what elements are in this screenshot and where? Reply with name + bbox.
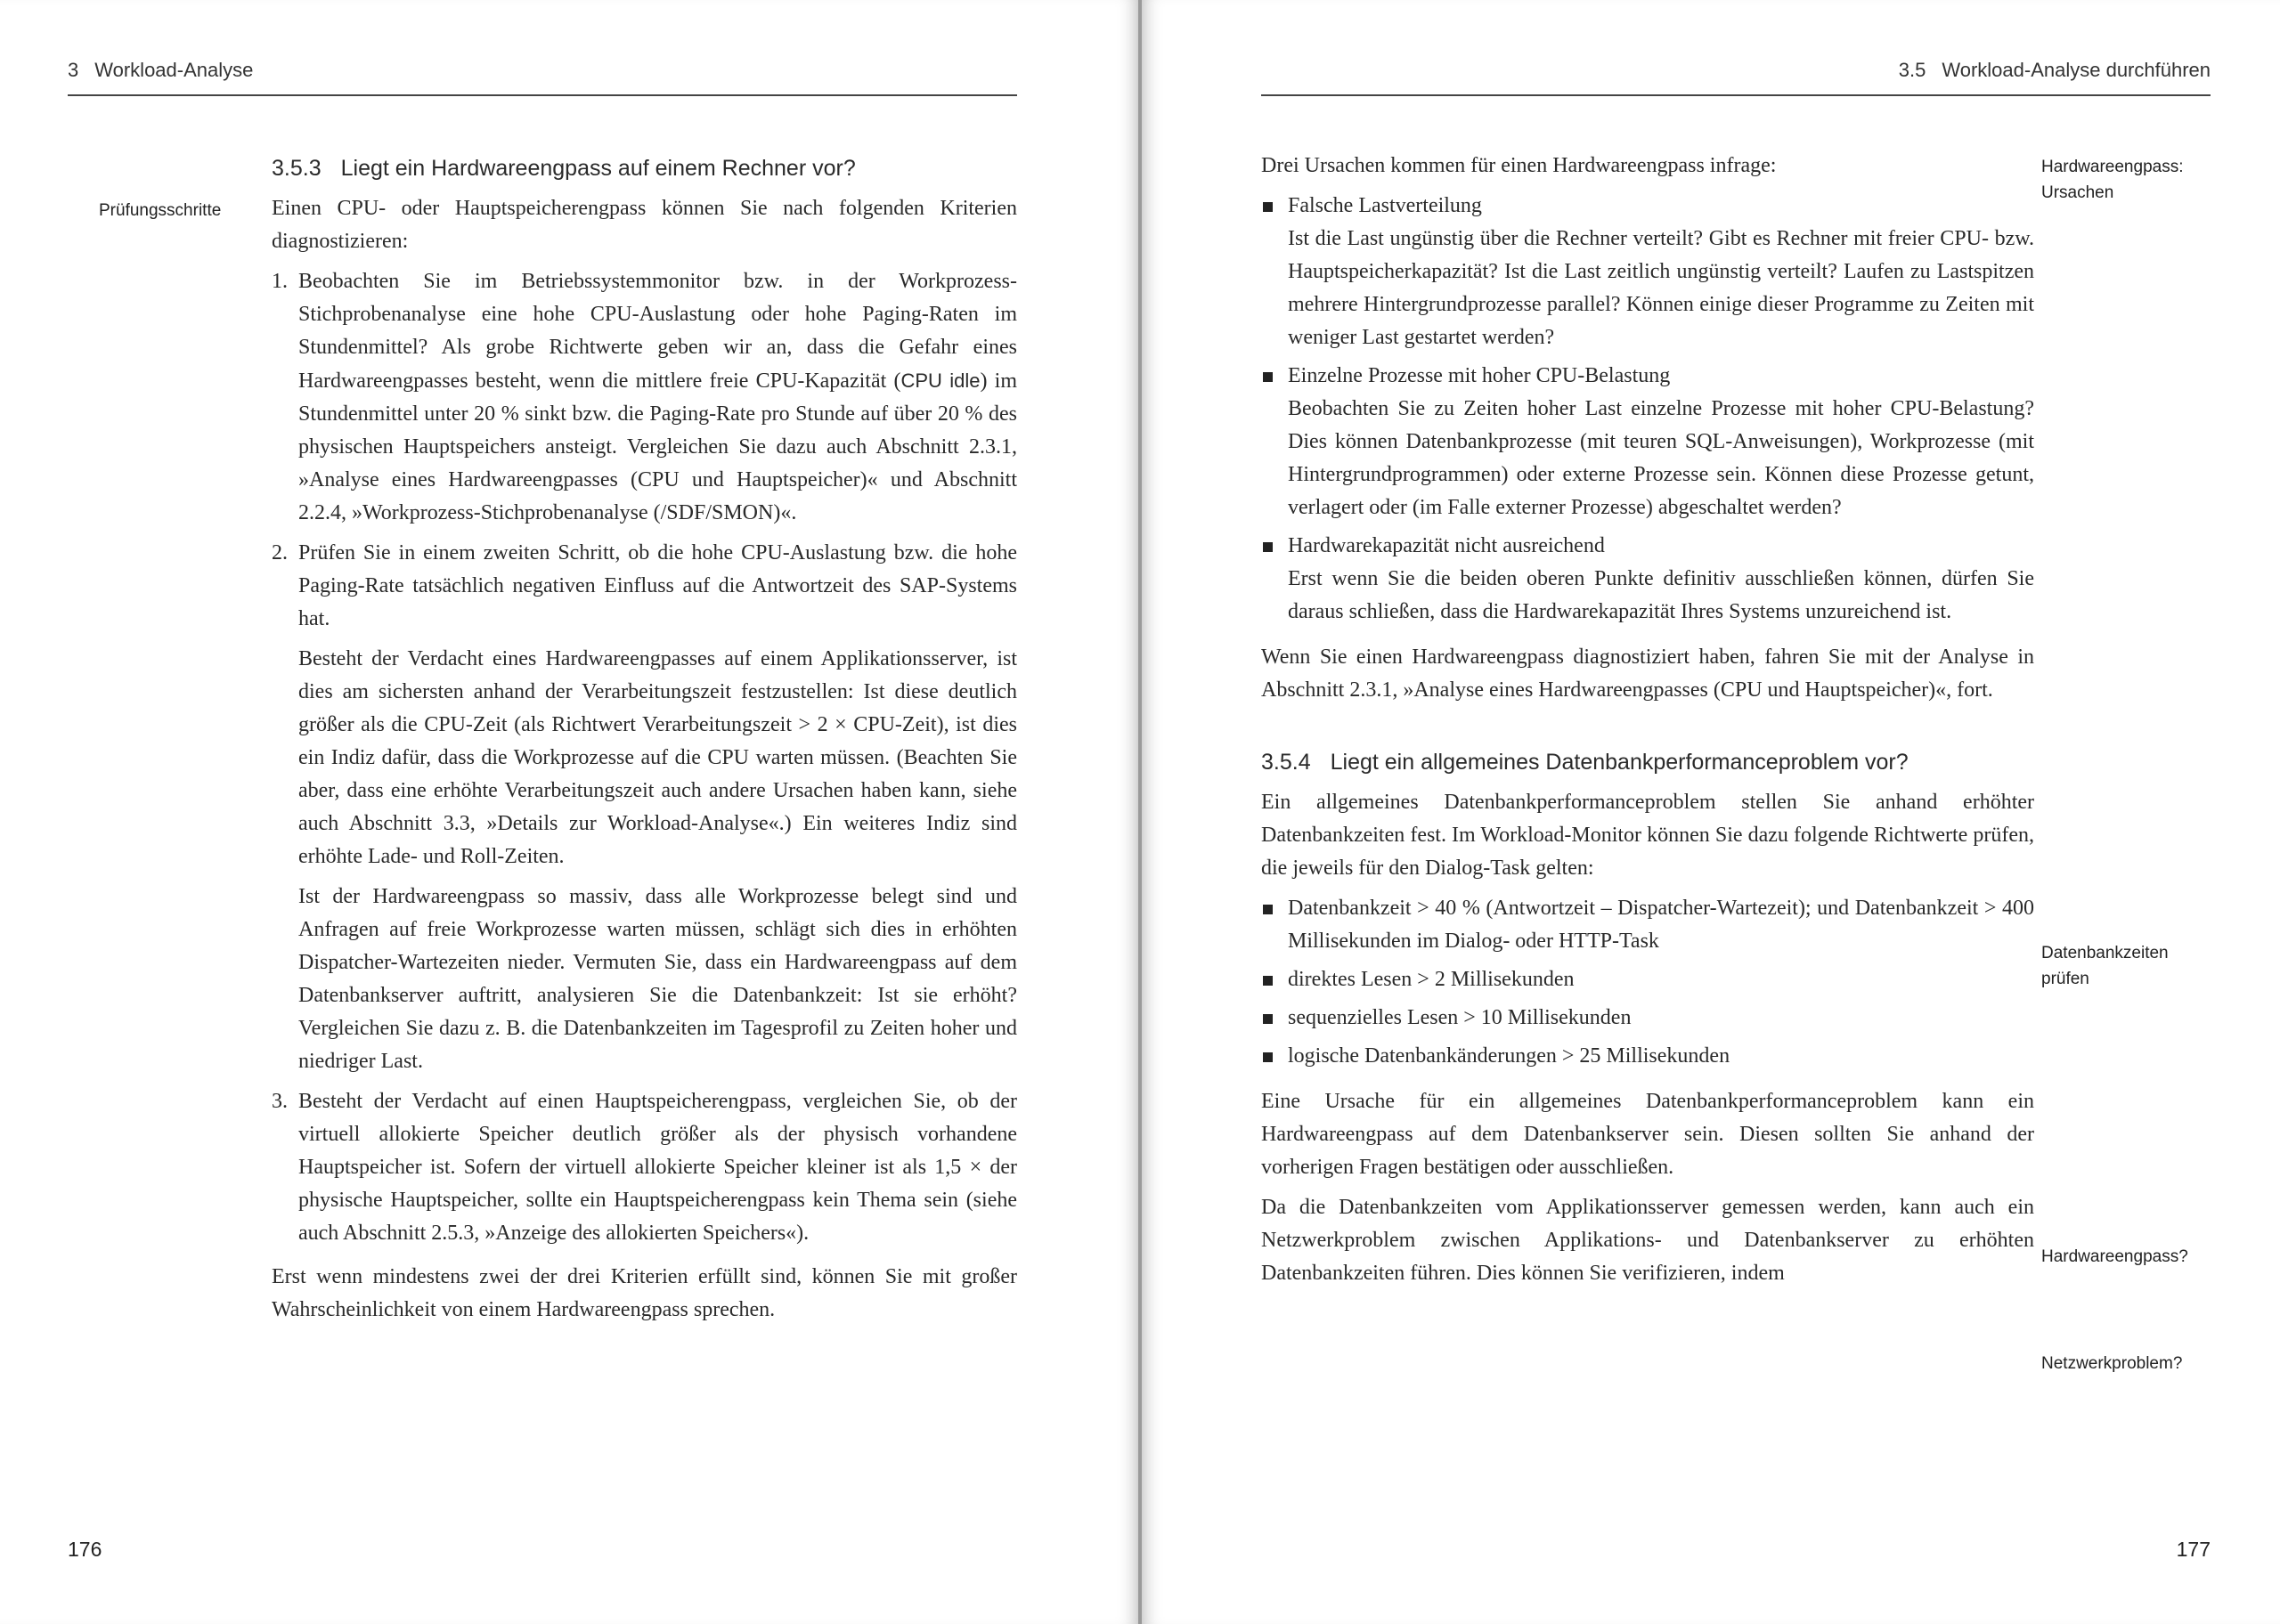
left-body [272, 152, 1017, 1334]
criteria-item: direktes Lesen > 2 Millisekunden [1261, 963, 2034, 996]
code-term: CPU idle [900, 369, 981, 392]
section-number: 3.5 [1898, 59, 1926, 81]
margin-note-ursachen: Hardwareengpass: Ursachen [2041, 158, 2184, 202]
section-title: Workload-Analyse durchführen [1942, 59, 2211, 81]
causes-list [1261, 190, 2034, 629]
step-item [272, 1085, 1017, 1250]
cause-title: Einzelne Prozesse mit hoher CPU-Belastung [1288, 364, 1671, 387]
cause-title: Falsche Lastverteilung [1288, 194, 1482, 217]
margin-note-pruefungsschritte: Prüfungsschritte [99, 201, 222, 220]
step-text: ) im Stundenmittel unter 20 % sinkt bzw. die Paging-Rate pro Stunde auf über 20 % des physischen Hauptspeichers ansteigt. Vergleichen Sie dazu auch Abschnitt 2.3.1, »Analyse eines Hardwareengpasses (CPU und Hauptspeicher)« und Abschnitt 2.2.4, »Workprozess-Stichprobenanalyse (/SDF/SMON)«. [298, 369, 1018, 524]
criteria-item: logische Datenbankänderungen > 25 Millisekunden [1261, 1040, 2034, 1073]
step-paragraph: Prüfen Sie in einem zweiten Schritt, ob die hohe CPU-Auslastung bzw. die hohe Paging-Rate tatsächlich negativen Einfluss auf die Antwortzeit des SAP-Systems hat. [298, 541, 1017, 630]
section-heading [272, 152, 1017, 184]
margin-note-netzwerkproblem: Netzwerkproblem? [2041, 1354, 2183, 1373]
step-paragraph [298, 265, 1017, 530]
cause-item [1261, 360, 2034, 524]
intro-paragraph: Drei Ursachen kommen für einen Hardwareengpass infrage: [1261, 154, 1777, 177]
step-paragraph: Besteht der Verdacht auf einen Hauptspeicherengpass, vergleichen Sie, ob der virtuell allokierte Speicher deutlich größer als der physisch vorhandene Hauptspeicher ist. Sofern der virtuell allokierte Speicher kleiner ist als 1,5 × der physische Hauptspeicher, sollte ein Hauptspeicherengpass kein Thema sein (siehe auch Abschnitt 2.5.3, »Anzeige des allokierten Speichers«). [298, 1090, 1017, 1245]
section-spacer [1261, 714, 2034, 746]
criteria-item: sequenzielles Lesen > 10 Millisekunden [1261, 1002, 2034, 1035]
criteria-item: Datenbankzeit > 40 % (Antwortzeit – Dispatcher-Wartezeit); und Datenbankzeit > 400 Millisekunden im Dialog- oder HTTP-Task [1261, 892, 2034, 958]
cause-title: Hardwarekapazität nicht ausreichend [1288, 534, 1605, 557]
section-title: Liegt ein Hardwareengpass auf einem Rechner vor? [340, 156, 856, 181]
intro-paragraph: Einen CPU- oder Hauptspeicherengpass können Sie nach folgenden Kriterien diagnostizieren: [272, 197, 1017, 253]
chapter-title: Workload-Analyse [94, 59, 254, 81]
section-number: 3.5.3 [272, 156, 322, 181]
cause-item [1261, 530, 2034, 629]
right-page [1142, 0, 2280, 1624]
running-header [1261, 59, 2211, 96]
section-heading [1261, 746, 2034, 778]
section-title: Liegt ein allgemeines Datenbankperformanceproblem vor? [1330, 750, 1909, 775]
closing-paragraph: Erst wenn mindestens zwei der drei Kriterien erfüllt sind, können Sie mit großer Wahrscheinlichkeit von einem Hardwareengpass sprechen. [272, 1265, 1017, 1321]
hardware-paragraph: Eine Ursache für ein allgemeines Datenbankperformanceproblem kann ein Hardwareengpass auf dem Datenbankserver sein. Diesen sollten Sie anhand der vorherigen Fragen bestätigen oder ausschließen. [1261, 1090, 2034, 1179]
chapter-number: 3 [68, 59, 79, 81]
db-intro-paragraph: Ein allgemeines Datenbankperformanceproblem stellen Sie anhand erhöhter Datenbankzeiten fest. Im Workload-Monitor können Sie dazu folgende Richtwerte prüfen, die jeweils für den Dialog-Task gelten: [1261, 791, 2034, 880]
criteria-steps [272, 265, 1017, 1250]
step-text: Beobachten Sie im Betriebssystemmonitor bzw. in der Workprozess-Stichprobenanalyse eine hohe CPU-Auslastung oder hohe Paging-Raten im Stundenmittel? Als grobe Richtwerte geben wir an, dass die Gefahr eines Hardwareengpasses besteht, wenn die mittlere freie CPU-Kapazität ( [298, 270, 1017, 393]
right-body [1261, 150, 2034, 1297]
cause-text: Erst wenn Sie die beiden oberen Punkte definitiv ausschließen können, dürfen Sie daraus schließen, dass die Hardwarekapazität Ihres Systems unzureichend ist. [1288, 567, 2034, 623]
step-number: 3. [272, 1090, 288, 1113]
cause-item [1261, 190, 2034, 354]
margin-note-datenbankzeiten: Datenbankzeiten prüfen [2041, 944, 2169, 988]
step-paragraph: Besteht der Verdacht eines Hardwareengpasses auf einem Applikationsserver, ist dies am sichersten anhand der Verarbeitungszeit festzustellen: Ist diese deutlich größer als die CPU-Zeit (als Richtwert Verarbeitungszeit > 2 × CPU-Zeit), ist dies ein Indiz dafür, dass die Workprozesse auf die CPU warten müssen. (Beachten Sie aber, dass eine erhöhte Verarbeitungszeit auch andere Ursachen haben kann, siehe auch Abschnitt 3.3, »Details zur Workload-Analyse«.) Ein weiteres Indiz sind erhöhte Lade- und Roll-Zeiten. [298, 647, 1017, 868]
cause-text: Beobachten Sie zu Zeiten hoher Last einzelne Prozesse mit hoher CPU-Belastung? Dies können Datenbankprozesse (mit teuren SQL-Anweisungen), Workprozesse (mit Hintergrundprogrammen) oder externe Prozesse sein. Können diese Prozesse getunt, verlagert oder (im Falle externer Prozesse) abgeschaltet werden? [1288, 397, 2034, 519]
section-number: 3.5.4 [1261, 750, 1311, 775]
page-number: 176 [68, 1538, 102, 1561]
page-number: 177 [2176, 1538, 2211, 1561]
margin-note-hardwareengpass: Hardwareengpass? [2041, 1247, 2188, 1266]
step-item [272, 265, 1017, 530]
left-page [0, 0, 1138, 1624]
step-number: 2. [272, 541, 288, 564]
network-paragraph: Da die Datenbankzeiten vom Applikationsserver gemessen werden, kann auch ein Netzwerkproblem zwischen Applikations- und Datenbankserver zu erhöhten Datenbankzeiten führen. Dies können Sie verifizieren, indem [1261, 1196, 2034, 1285]
cause-text: Ist die Last ungünstig über die Rechner verteilt? Gibt es Rechner mit freier CPU- bzw. Hauptspeicherkapazität? Ist die Last zeitlich ungünstig verteilt? Laufen zu Lastspitzen mehrere Hintergrundprozesse parallel? Können einige dieser Programme zu Zeiten mit weniger Last gestartet werden? [1288, 227, 2034, 349]
running-header [68, 59, 1017, 96]
step-paragraph: Ist der Hardwareengpass so massiv, dass alle Workprozesse belegt sind und Anfragen auf freie Workprozesse warten müssen, schlägt sich dies in erhöhten Dispatcher-Wartezeiten nieder. Vermuten Sie, dass ein Hardwareengpass auf dem Datenbankserver auftritt, analysieren Sie die Datenbankzeit: Ist sie erhöht? Vergleichen Sie dazu z. B. die Datenbankzeiten im Tagesprofil zu Zeiten hoher und niedriger Last. [298, 885, 1017, 1073]
step-number: 1. [272, 270, 288, 293]
step-item [272, 537, 1017, 1078]
db-criteria-list [1261, 892, 2034, 1073]
after-causes-paragraph: Wenn Sie einen Hardwareengpass diagnostiziert haben, fahren Sie mit der Analyse in Abschnitt 2.3.1, »Analyse eines Hardwareengpasses (CPU und Hauptspeicher)«, fort. [1261, 646, 2034, 702]
